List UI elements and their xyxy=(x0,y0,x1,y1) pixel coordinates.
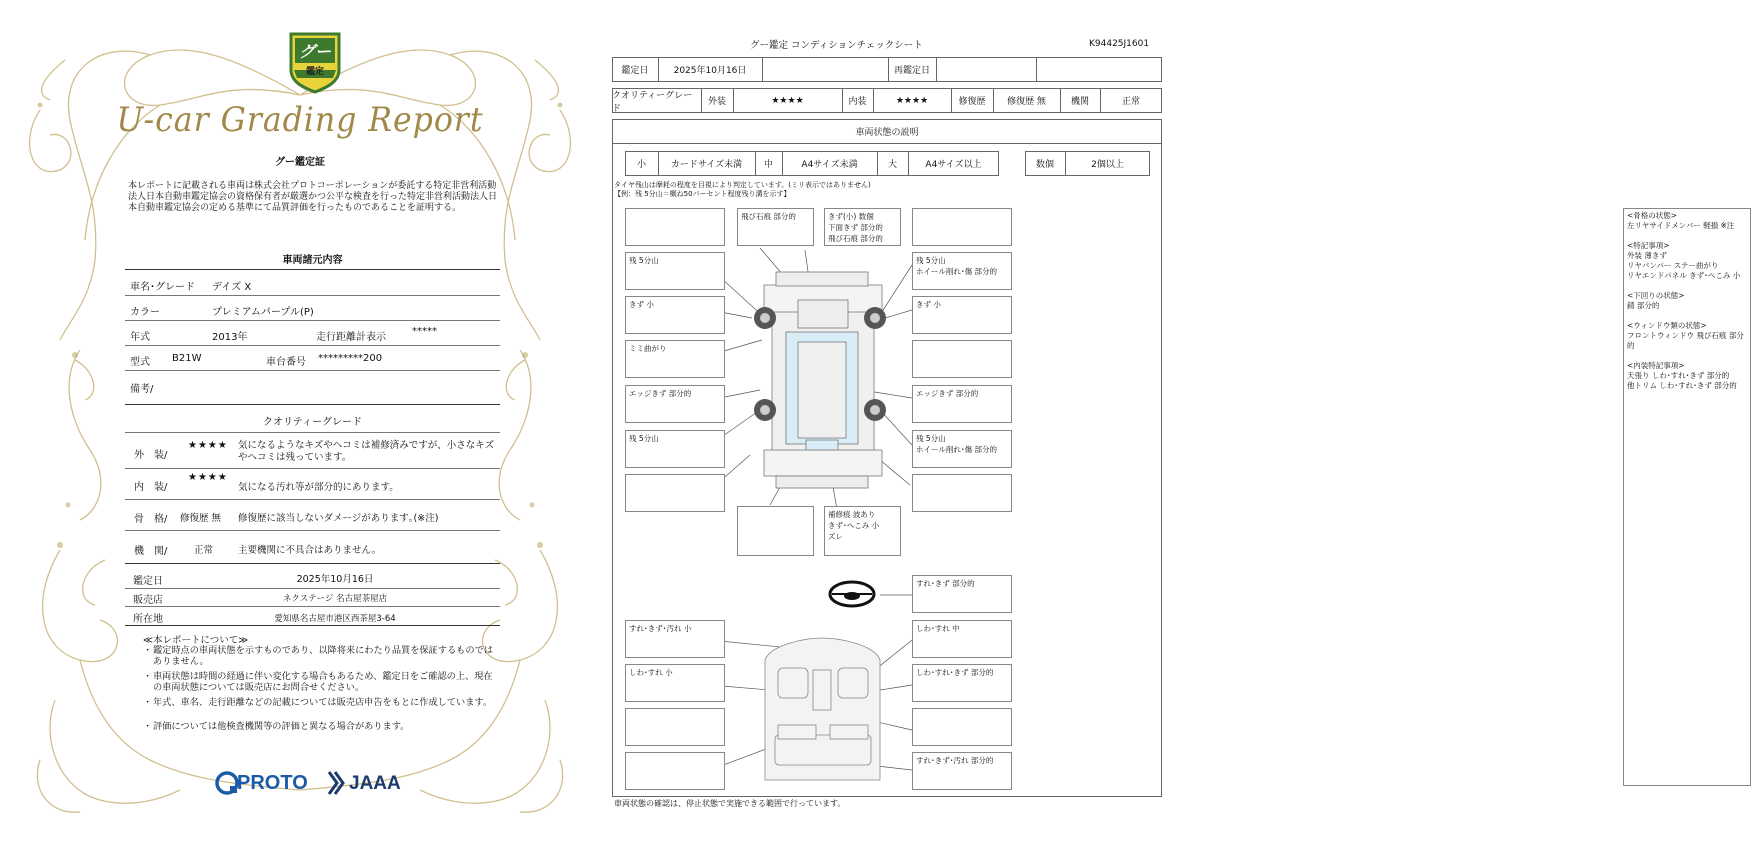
size-small-label: 小 xyxy=(636,160,646,170)
sheet-title: グー鑑定 コンディションチェックシート xyxy=(750,40,923,51)
callout-box: きず(小) 数個 下面きず 部分的 飛び石痕 部分的 xyxy=(824,208,901,246)
callout-box: しわ･すれ･きず 部分的 xyxy=(912,664,1012,702)
mileage-label: 走行距離計表示 xyxy=(316,332,386,343)
callout-box: すれ･きず･汚れ 小 xyxy=(625,620,725,658)
color-label: カラー xyxy=(130,307,160,318)
quality-label: 骨 格/ xyxy=(134,514,168,525)
divider xyxy=(125,345,500,346)
goo-kantei-badge-logo xyxy=(286,30,344,94)
sheet-code: K94425J1601 xyxy=(1089,39,1150,49)
size-mid-label: 中 xyxy=(763,160,773,170)
remarks-label: 備考/ xyxy=(130,384,154,395)
quality-stars: 正常 xyxy=(194,545,214,556)
tire-note: タイヤ残山は摩耗の程度を目視により判定しています。(ミリ表示ではありません) xyxy=(614,181,871,189)
proto-logo-text: PROTO xyxy=(237,772,308,794)
jaaa-logo-icon xyxy=(327,770,347,796)
callout-box: 補修痕 波あり きず･へこみ 小 ズレ xyxy=(824,506,901,556)
divider xyxy=(125,468,500,469)
divider xyxy=(125,269,500,270)
callout-box xyxy=(737,506,814,556)
condition-title: 車両状態の説明 xyxy=(855,127,919,138)
callout-box: すれ･きず･汚れ 部分的 xyxy=(912,752,1012,790)
address-value: 愛知県名古屋市港区西茶屋3-64 xyxy=(274,614,396,624)
certificate-statement: 本レポートに記載される車両は株式会社プロトコーポレーションが委託する特定非営利活動法人日本自動車鑑定協会の資格保有者が厳選かつ公平な検査を行った特定非営利活動法人日本自動車鑑定協会の定める基準にて品質評価を行ったものであることを証明する。 xyxy=(128,181,498,213)
callout-box: 残 5分山 xyxy=(625,430,725,468)
remark-windows: <ウィンドウ類の状態> フロントウィンドウ 飛び石痕 部分的 xyxy=(1627,321,1744,350)
exterior-label: 外装 xyxy=(707,97,726,107)
repair-value: 修復歴 無 xyxy=(1007,97,1046,107)
divider xyxy=(125,625,500,626)
count-desc: 2個以上 xyxy=(1091,160,1124,170)
remark-special: <特記事項> 外装 薄きず リヤバンパー ステー曲がり リヤエンドパネル きず･へこみ 小 xyxy=(1627,241,1741,280)
callout-box: 残 5分山 xyxy=(625,252,725,290)
year-label: 年式 xyxy=(130,332,150,343)
specs-title: 車両諸元内容 xyxy=(282,255,343,266)
callout-box: きず 小 xyxy=(912,296,1012,334)
chassis-label: 車台番号 xyxy=(266,357,306,368)
quality-stars: ★★★★ xyxy=(188,472,228,483)
callout-box: 飛び石痕 部分的 xyxy=(737,208,814,246)
callout-box: しわ･すれ 中 xyxy=(912,620,1012,658)
dealer-value: ネクステージ 名古屋茶屋店 xyxy=(282,594,388,604)
color-value: プレミアムパープル(P) xyxy=(212,307,314,318)
callout-box xyxy=(912,208,1012,246)
callout-box xyxy=(912,340,1012,378)
divider xyxy=(125,606,500,607)
badge-top-text: グー xyxy=(298,42,331,61)
quality-desc: 気になるようなキズやヘコミは補修済みですが、小さなキズやヘコミは残っています。 xyxy=(238,440,495,463)
divider xyxy=(125,320,500,321)
date-label: 鑑定日 xyxy=(621,66,649,76)
callout-box: すれ･きず 部分的 xyxy=(912,575,1012,613)
quality-desc: 気になる汚れ等が部分的にあります。 xyxy=(238,482,399,493)
certificate-heading: グー鑑定証 xyxy=(275,157,325,168)
divider xyxy=(125,295,500,296)
callout-box: きず 小 xyxy=(625,296,725,334)
sheet-footer: 車両状態の確認は、停止状態で実施できる範囲で行っています。 xyxy=(614,799,846,808)
quality-desc: 修復歴に該当しないダメージがあります｡(※注) xyxy=(238,513,439,524)
callout-box xyxy=(625,474,725,512)
quality-desc: 主要機関に不具合はありません。 xyxy=(238,545,382,556)
divider xyxy=(125,530,500,531)
callout-box: しわ･すれ 小 xyxy=(625,664,725,702)
callout-box: エッジきず 部分的 xyxy=(912,385,1012,423)
size-small-desc: カードサイズ未満 xyxy=(670,160,743,170)
badge-bottom-text: 鑑定 xyxy=(305,67,324,77)
chassis-value: *********200 xyxy=(318,353,383,364)
steering-wheel-icon xyxy=(830,582,874,606)
size-large-label: 大 xyxy=(887,160,897,170)
exterior-value: ★★★★ xyxy=(771,95,804,106)
divider xyxy=(125,499,500,500)
callout-box xyxy=(912,708,1012,746)
date-value: 2025年10月16日 xyxy=(673,66,747,76)
grading-certificate xyxy=(0,0,600,848)
callout-box xyxy=(625,708,725,746)
report-title: U-car Grading Report xyxy=(116,100,484,140)
quality-title: クオリティーグレード xyxy=(263,417,362,428)
quality-stars: 修復歴 無 xyxy=(180,513,222,524)
re-date-label: 再鑑定日 xyxy=(893,66,930,76)
model-value: B21W xyxy=(172,353,202,364)
note-item: ・ 車両状態は時間の経過に伴い変化する場合もあるため、鑑定日をご確認の上、現在の車両状態については販売店にお問合せください。 xyxy=(143,671,493,693)
mileage-value: ***** xyxy=(412,326,437,337)
quality-stars: ★★★★ xyxy=(188,440,228,451)
year-value: 2013年 xyxy=(212,332,248,343)
engine-label: 機関 xyxy=(1070,97,1089,107)
model-label: 型式 xyxy=(130,357,150,368)
address-label: 所在地 xyxy=(133,614,163,625)
note-item: ・ 鑑定時点の車両状態を示すものであり、以降将来にわたり品質を保証するものではありません。 xyxy=(143,645,493,667)
count-label: 数個 xyxy=(1035,160,1054,170)
interior-label: 内装 xyxy=(848,97,867,107)
quality-label: 外 装/ xyxy=(134,450,168,461)
callout-box xyxy=(912,474,1012,512)
callout-box: 残 5分山 ホイール削れ･傷 部分的 xyxy=(912,430,1012,468)
inspection-date-label: 鑑定日 xyxy=(133,576,163,587)
callout-box: ミミ曲がり xyxy=(625,340,725,378)
remark-underbody: <下回りの状態> 錆 部分的 xyxy=(1627,291,1685,310)
grade-label: クオリティーグレード xyxy=(612,90,693,114)
car-name-value: デイズ X xyxy=(212,282,252,293)
callout-box: 残 5分山 ホイール削れ･傷 部分的 xyxy=(912,252,1012,290)
notes-title: ≪本レポートについて≫ xyxy=(143,635,249,646)
divider xyxy=(125,588,500,589)
inspection-date-value: 2025年10月16日 xyxy=(296,574,374,585)
remarks-panel xyxy=(1623,208,1751,786)
divider xyxy=(125,404,500,405)
interior-value: ★★★★ xyxy=(895,95,929,106)
car-name-label: 車名･グレード xyxy=(130,282,195,293)
note-item: ・ 評価については他検査機関等の評価と異なる場合があります。 xyxy=(143,721,410,732)
remark-frame: <骨格の状態> 左リヤサイドメンバー 軽損 ※注 xyxy=(1627,211,1735,230)
jaaa-logo-text: JAAA xyxy=(349,773,401,794)
size-mid-desc: A4サイズ未満 xyxy=(801,160,858,170)
callout-box xyxy=(625,752,725,790)
engine-value: 正常 xyxy=(1121,97,1140,107)
condition-check-sheet xyxy=(600,0,1744,848)
quality-label: 内 装/ xyxy=(134,482,168,493)
callout-box: エッジきず 部分的 xyxy=(625,385,725,423)
note-item: ・ 年式、車名、走行距離などの記載については販売店申告をもとに作成しています。 xyxy=(143,697,493,708)
repair-label: 修復歴 xyxy=(958,97,986,107)
divider xyxy=(125,432,500,433)
dealer-label: 販売店 xyxy=(133,595,163,606)
divider xyxy=(125,563,500,564)
divider xyxy=(125,370,500,371)
size-large-desc: A4サイズ以上 xyxy=(925,160,982,170)
tire-example: 【例：残 5分山＝概ね50パーセント程度残り溝を示す】 xyxy=(614,190,791,198)
quality-label: 機 関/ xyxy=(134,546,168,557)
remark-interior: <内装特記事項> 天張り しわ･すれ･きず 部分的 他トリム しわ･すれ･きず 部分的 xyxy=(1627,361,1737,390)
callout-box xyxy=(625,208,725,246)
